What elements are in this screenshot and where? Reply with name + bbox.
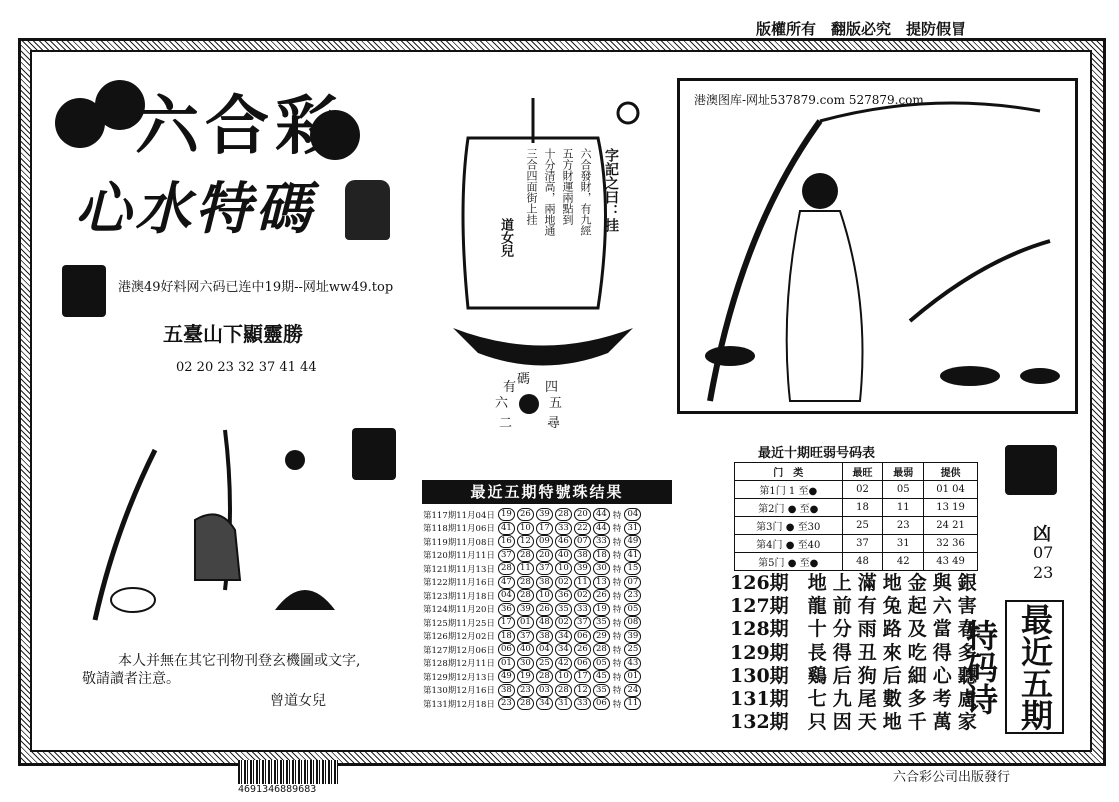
- results-special-label: 特: [612, 537, 622, 548]
- give-value: 32 36: [924, 535, 978, 553]
- result-ball: 26: [593, 589, 610, 602]
- result-ball: 19: [498, 508, 515, 521]
- results-row: [422, 576, 643, 590]
- result-ball: 02: [555, 616, 572, 629]
- result-ball: 33: [555, 522, 572, 535]
- hot-value: 02: [842, 481, 883, 499]
- result-ball: 36: [555, 589, 572, 602]
- results-row: [422, 643, 643, 657]
- poem-period: 132期: [730, 711, 789, 734]
- result-ball: 33: [574, 697, 591, 710]
- hot-door-label: 第5门: [758, 558, 785, 569]
- results-special: [622, 603, 643, 617]
- results-row: [422, 535, 643, 549]
- result-ball: 11: [574, 576, 591, 589]
- results-row: [422, 589, 643, 603]
- special-ball: 15: [624, 562, 641, 575]
- results-period: 第126期12月02日: [423, 632, 495, 643]
- hot-value: 25: [842, 517, 883, 535]
- result-ball: 26: [517, 508, 534, 521]
- result-ball: 47: [498, 576, 515, 589]
- notice-line-1: 本人并無在其它刊物刊登玄機圖或文字,: [118, 653, 361, 669]
- poem-period: 130期: [730, 664, 789, 687]
- poem-line: [730, 711, 983, 734]
- poem-line: [730, 642, 983, 665]
- results-row: [422, 603, 643, 617]
- result-ball: 19: [517, 670, 534, 683]
- weak-value: 11: [883, 499, 924, 517]
- result-ball: 26: [536, 603, 553, 616]
- watermark-text: 港澳图库-网址537879.com 527879.com: [694, 93, 924, 107]
- result-ball: 37: [536, 562, 553, 575]
- publisher: 六合彩公司出版發行: [893, 770, 1011, 785]
- result-ball: 23: [517, 684, 534, 697]
- poem-period: 129期: [730, 641, 789, 664]
- result-ball: 18: [498, 630, 515, 643]
- results-special-label: 特: [612, 591, 622, 602]
- results-balls: [496, 670, 612, 684]
- results-period: 第119期11月08日: [423, 537, 495, 548]
- result-ball: 23: [498, 697, 515, 710]
- riddle-char: 碼: [517, 372, 531, 387]
- results-special: [622, 684, 643, 698]
- results-special-label: 特: [612, 510, 622, 521]
- result-ball: 01: [517, 616, 534, 629]
- result-ball: 38: [574, 549, 591, 562]
- riddle-char: 四: [545, 380, 559, 395]
- result-ball: 28: [555, 684, 572, 697]
- results-balls: [496, 589, 612, 603]
- results-period: 第122期11月16日: [423, 578, 495, 589]
- results-special: [622, 589, 643, 603]
- riddle-char: 五: [549, 396, 563, 411]
- result-ball: 06: [498, 643, 515, 656]
- results-period: 第130期12月16日: [423, 686, 495, 697]
- ad-text: 港澳49好料网六码已连中19期--网址ww49.top: [118, 280, 394, 295]
- weak-value: 23: [883, 517, 924, 535]
- results-panel: [422, 480, 672, 711]
- results-balls: [496, 684, 612, 698]
- result-ball: 20: [574, 508, 591, 521]
- results-balls: [496, 562, 612, 576]
- hot-door: [735, 517, 843, 535]
- result-ball: 37: [574, 616, 591, 629]
- results-balls: [496, 576, 612, 590]
- give-value: 01 04: [924, 481, 978, 499]
- results-period: 第129期12月13日: [423, 672, 495, 683]
- results-table: [422, 508, 643, 711]
- results-special: [622, 630, 643, 644]
- poem-line: [730, 688, 983, 711]
- results-special: [622, 549, 643, 563]
- results-row: [422, 630, 643, 644]
- result-ball: 02: [574, 589, 591, 602]
- result-ball: 38: [536, 630, 553, 643]
- hot-range: ● 至●: [787, 558, 819, 569]
- result-ball: 38: [536, 576, 553, 589]
- results-special: [622, 508, 643, 522]
- hot-row: [735, 481, 978, 499]
- poem-period: 128期: [730, 618, 789, 641]
- results-special-label: 特: [612, 564, 622, 575]
- hot-row: [735, 553, 978, 571]
- result-ball: 28: [517, 697, 534, 710]
- results-period: 第118期11月06日: [423, 524, 495, 535]
- poem-line: [730, 618, 983, 641]
- result-ball: 28: [517, 549, 534, 562]
- results-special-label: 特: [612, 672, 622, 683]
- result-ball: 25: [536, 657, 553, 670]
- give-value: 43 49: [924, 553, 978, 571]
- results-row: [422, 562, 643, 576]
- hot-door: [735, 535, 843, 553]
- results-special-label: 特: [612, 686, 622, 697]
- side-banner: 最近五期特码诗: [1005, 600, 1064, 734]
- sail-col-2: 五方財運兩點到: [561, 148, 574, 225]
- lucky-title: 五臺山下顯靈勝: [163, 322, 303, 346]
- result-ball: 35: [593, 684, 610, 697]
- result-ball: 33: [574, 603, 591, 616]
- results-special: [622, 562, 643, 576]
- results-special-label: 特: [612, 618, 622, 629]
- sail-label-1: 字記之曰：挂: [603, 148, 619, 232]
- hot-table: [734, 462, 978, 571]
- results-period: 第123期11月18日: [423, 591, 495, 602]
- result-ball: 06: [574, 630, 591, 643]
- weak-value: 31: [883, 535, 924, 553]
- monkey-illustration: [75, 410, 375, 640]
- ad-icon: [62, 265, 106, 317]
- hand-icon: [1005, 445, 1057, 495]
- result-ball: 09: [536, 535, 553, 548]
- riddle-block: [485, 368, 575, 431]
- result-ball: 28: [536, 670, 553, 683]
- results-special: [622, 670, 643, 684]
- result-ball: 10: [517, 522, 534, 535]
- result-ball: 46: [555, 535, 572, 548]
- poem-text: 長得丑來吃得多: [807, 641, 983, 664]
- special-ball: 11: [624, 697, 641, 710]
- result-ball: 28: [593, 643, 610, 656]
- results-special: [622, 535, 643, 549]
- result-ball: 33: [593, 535, 610, 548]
- result-ball: 30: [517, 657, 534, 670]
- poem-text: 只因天地千萬家: [807, 711, 983, 734]
- result-ball: 39: [574, 562, 591, 575]
- special-ball: 49: [624, 535, 641, 548]
- poem-period: 126期: [730, 572, 789, 594]
- weak-value: 42: [883, 553, 924, 571]
- result-ball: 40: [517, 643, 534, 656]
- results-special-label: 特: [612, 524, 622, 535]
- results-special: [622, 576, 643, 590]
- result-ball: 36: [498, 603, 515, 616]
- result-ball: 17: [498, 616, 515, 629]
- result-ball: 29: [593, 630, 610, 643]
- poem-text: 龍前有兔起六害: [807, 595, 983, 618]
- result-ball: 38: [498, 684, 515, 697]
- results-special: [622, 657, 643, 671]
- special-ball: 01: [624, 670, 641, 683]
- give-value: 24 21: [924, 517, 978, 535]
- results-balls: [496, 603, 612, 617]
- results-balls: [496, 630, 612, 644]
- result-ball: 30: [593, 562, 610, 575]
- give-value: 13 19: [924, 499, 978, 517]
- result-ball: 49: [498, 670, 515, 683]
- side-tag: 凶: [1033, 524, 1051, 545]
- special-ball: 39: [624, 630, 641, 643]
- sail-illustration: [448, 88, 643, 378]
- poem-line: [730, 572, 983, 595]
- special-ball: 23: [624, 589, 641, 602]
- results-row: [422, 657, 643, 671]
- result-ball: 10: [555, 670, 572, 683]
- result-ball: 01: [498, 657, 515, 670]
- result-ball: 37: [517, 630, 534, 643]
- riddle-char: 二: [499, 416, 513, 431]
- hot-door: [735, 499, 843, 517]
- result-ball: 10: [536, 589, 553, 602]
- results-special-label: 特: [612, 605, 622, 616]
- result-ball: 06: [574, 657, 591, 670]
- hot-header: 最弱: [883, 463, 924, 481]
- logo-subtitle: 心水特碼: [75, 177, 315, 242]
- notice-icon: [352, 428, 396, 480]
- logo-title: 六合彩: [135, 90, 345, 164]
- poem-block: [730, 572, 983, 734]
- hot-door: [735, 481, 843, 499]
- result-ball: 03: [536, 684, 553, 697]
- result-ball: 41: [498, 522, 515, 535]
- sail-col-4: 三合四面街上挂: [525, 148, 538, 225]
- special-ball: 08: [624, 616, 641, 629]
- results-special-label: 特: [612, 645, 622, 656]
- result-ball: 42: [555, 657, 572, 670]
- hot-row: [735, 499, 978, 517]
- lady-graphic: [680, 81, 1075, 411]
- results-period: 第125期11月25日: [423, 618, 495, 629]
- result-ball: 37: [498, 549, 515, 562]
- results-special: [622, 616, 643, 630]
- sail-col-1: 六合發財，有九經: [579, 148, 592, 236]
- hot-value: 37: [842, 535, 883, 553]
- result-ball: 16: [498, 535, 515, 548]
- hot-door-label: 第1门: [759, 486, 786, 497]
- hot-table-title: 最近十期旺弱号码表: [758, 446, 876, 461]
- barcode: [238, 760, 338, 784]
- results-period: 第120期11月11日: [423, 551, 495, 562]
- hot-range: ● 至●: [787, 504, 819, 515]
- poem-text: 七九尾數多考慮: [807, 688, 983, 711]
- results-special: [622, 643, 643, 657]
- results-row: [422, 684, 643, 698]
- result-ball: 35: [593, 616, 610, 629]
- results-balls: [496, 535, 612, 549]
- lucky-numbers: 02 20 23 32 37 41 44: [176, 360, 317, 375]
- results-period: 第117期11月04日: [423, 510, 495, 521]
- special-ball: 41: [624, 549, 641, 562]
- riddle-char: 尋: [547, 416, 561, 431]
- poem-line: [730, 595, 983, 618]
- riddle-char: 有: [503, 380, 517, 395]
- results-special-label: 特: [612, 699, 622, 710]
- riddle-char: 六: [495, 396, 509, 411]
- results-balls: [496, 616, 612, 630]
- weak-value: 05: [883, 481, 924, 499]
- result-ball: 05: [593, 657, 610, 670]
- results-balls: [496, 657, 612, 671]
- results-row: [422, 670, 643, 684]
- result-ball: 20: [536, 549, 553, 562]
- result-ball: 28: [555, 508, 572, 521]
- result-ball: 35: [555, 603, 572, 616]
- special-ball: 07: [624, 576, 641, 589]
- results-period: 第131期12月18日: [423, 699, 495, 710]
- result-ball: 07: [574, 535, 591, 548]
- special-ball: 04: [624, 508, 641, 521]
- hot-row: [735, 535, 978, 553]
- side-date-2: 23: [1033, 563, 1054, 582]
- poem-line: [730, 665, 983, 688]
- results-balls: [496, 697, 612, 711]
- special-ball: 43: [624, 657, 641, 670]
- result-ball: 12: [574, 684, 591, 697]
- result-ball: 34: [555, 630, 572, 643]
- barcode-number: 4691346889683: [238, 784, 317, 795]
- hot-range: ● 至30: [785, 522, 821, 533]
- poem-text: 鷄后狗后細心聽: [807, 664, 983, 687]
- result-ball: 34: [555, 643, 572, 656]
- result-ball: 04: [536, 643, 553, 656]
- results-period: 第127期12月06日: [423, 645, 495, 656]
- result-ball: 13: [593, 576, 610, 589]
- result-ball: 02: [555, 576, 572, 589]
- monkey-graphic: [75, 410, 375, 640]
- results-row: [422, 697, 643, 711]
- copyright-header: 版權所有 翻版必究 提防假冒: [756, 20, 967, 38]
- result-ball: 22: [574, 522, 591, 535]
- moneybag-icon: [345, 180, 390, 240]
- result-ball: 39: [536, 508, 553, 521]
- hot-value: 48: [842, 553, 883, 571]
- result-ball: 28: [517, 589, 534, 602]
- result-ball: 45: [593, 670, 610, 683]
- result-ball: 18: [593, 549, 610, 562]
- result-ball: 31: [555, 697, 572, 710]
- result-ball: 48: [536, 616, 553, 629]
- hot-header: 提供: [924, 463, 978, 481]
- results-row: [422, 508, 643, 522]
- lady-illustration: [677, 78, 1078, 414]
- hot-value: 18: [842, 499, 883, 517]
- result-ball: 11: [517, 562, 534, 575]
- results-balls: [496, 549, 612, 563]
- results-balls: [496, 508, 612, 522]
- result-ball: 44: [593, 522, 610, 535]
- result-ball: 44: [593, 508, 610, 521]
- hot-row: [735, 517, 978, 535]
- result-ball: 12: [517, 535, 534, 548]
- result-ball: 19: [593, 603, 610, 616]
- results-special-label: 特: [612, 659, 622, 670]
- riddle-figure-icon: [519, 394, 539, 414]
- poem-period: 131期: [730, 688, 789, 711]
- result-ball: 40: [555, 549, 572, 562]
- result-ball: 26: [574, 643, 591, 656]
- hot-door-label: 第3门: [756, 522, 783, 533]
- hot-range: 1 至●: [788, 486, 818, 497]
- special-ball: 31: [624, 522, 641, 535]
- logo-block: [55, 70, 385, 260]
- poem-text: 地上滿地金與銀: [807, 572, 983, 594]
- result-ball: 17: [536, 522, 553, 535]
- sail-col-3: 十分清高，兩地通: [543, 148, 556, 236]
- result-ball: 28: [498, 562, 515, 575]
- results-period: 第124期11月20日: [423, 605, 495, 616]
- special-ball: 25: [624, 643, 641, 656]
- results-special: [622, 522, 643, 536]
- results-balls: [496, 643, 612, 657]
- hot-door: [735, 553, 843, 571]
- results-special-label: 特: [612, 578, 622, 589]
- result-ball: 39: [517, 603, 534, 616]
- hot-door-label: 第4门: [756, 540, 783, 551]
- special-ball: 05: [624, 603, 641, 616]
- results-balls: [496, 522, 612, 536]
- results-row: [422, 522, 643, 536]
- hot-header: 门 类: [735, 463, 843, 481]
- results-title: 最近五期特號珠结果: [422, 480, 672, 504]
- sail-label-2: 道女兒: [498, 218, 513, 257]
- result-ball: 06: [593, 697, 610, 710]
- results-special-label: 特: [612, 632, 622, 643]
- results-special: [622, 697, 643, 711]
- poem-period: 127期: [730, 595, 789, 618]
- poem-text: 十分雨路及當春: [807, 618, 983, 641]
- results-period: 第121期11月13日: [423, 564, 495, 575]
- results-period: 第128期12月11日: [423, 659, 495, 670]
- hot-header: 最旺: [842, 463, 883, 481]
- hot-range: ● 至40: [785, 540, 821, 551]
- hot-door-label: 第2门: [758, 504, 785, 515]
- results-special-label: 特: [612, 551, 622, 562]
- result-ball: 10: [555, 562, 572, 575]
- result-ball: 04: [498, 589, 515, 602]
- side-date-1: 07: [1033, 543, 1054, 562]
- notice-line-2: 敬請讀者注意。: [82, 671, 180, 687]
- special-ball: 24: [624, 684, 641, 697]
- results-row: [422, 616, 643, 630]
- result-ball: 28: [517, 576, 534, 589]
- result-ball: 34: [536, 697, 553, 710]
- notice-sign: 曾道女兒: [270, 693, 326, 709]
- result-ball: 17: [574, 670, 591, 683]
- results-row: [422, 549, 643, 563]
